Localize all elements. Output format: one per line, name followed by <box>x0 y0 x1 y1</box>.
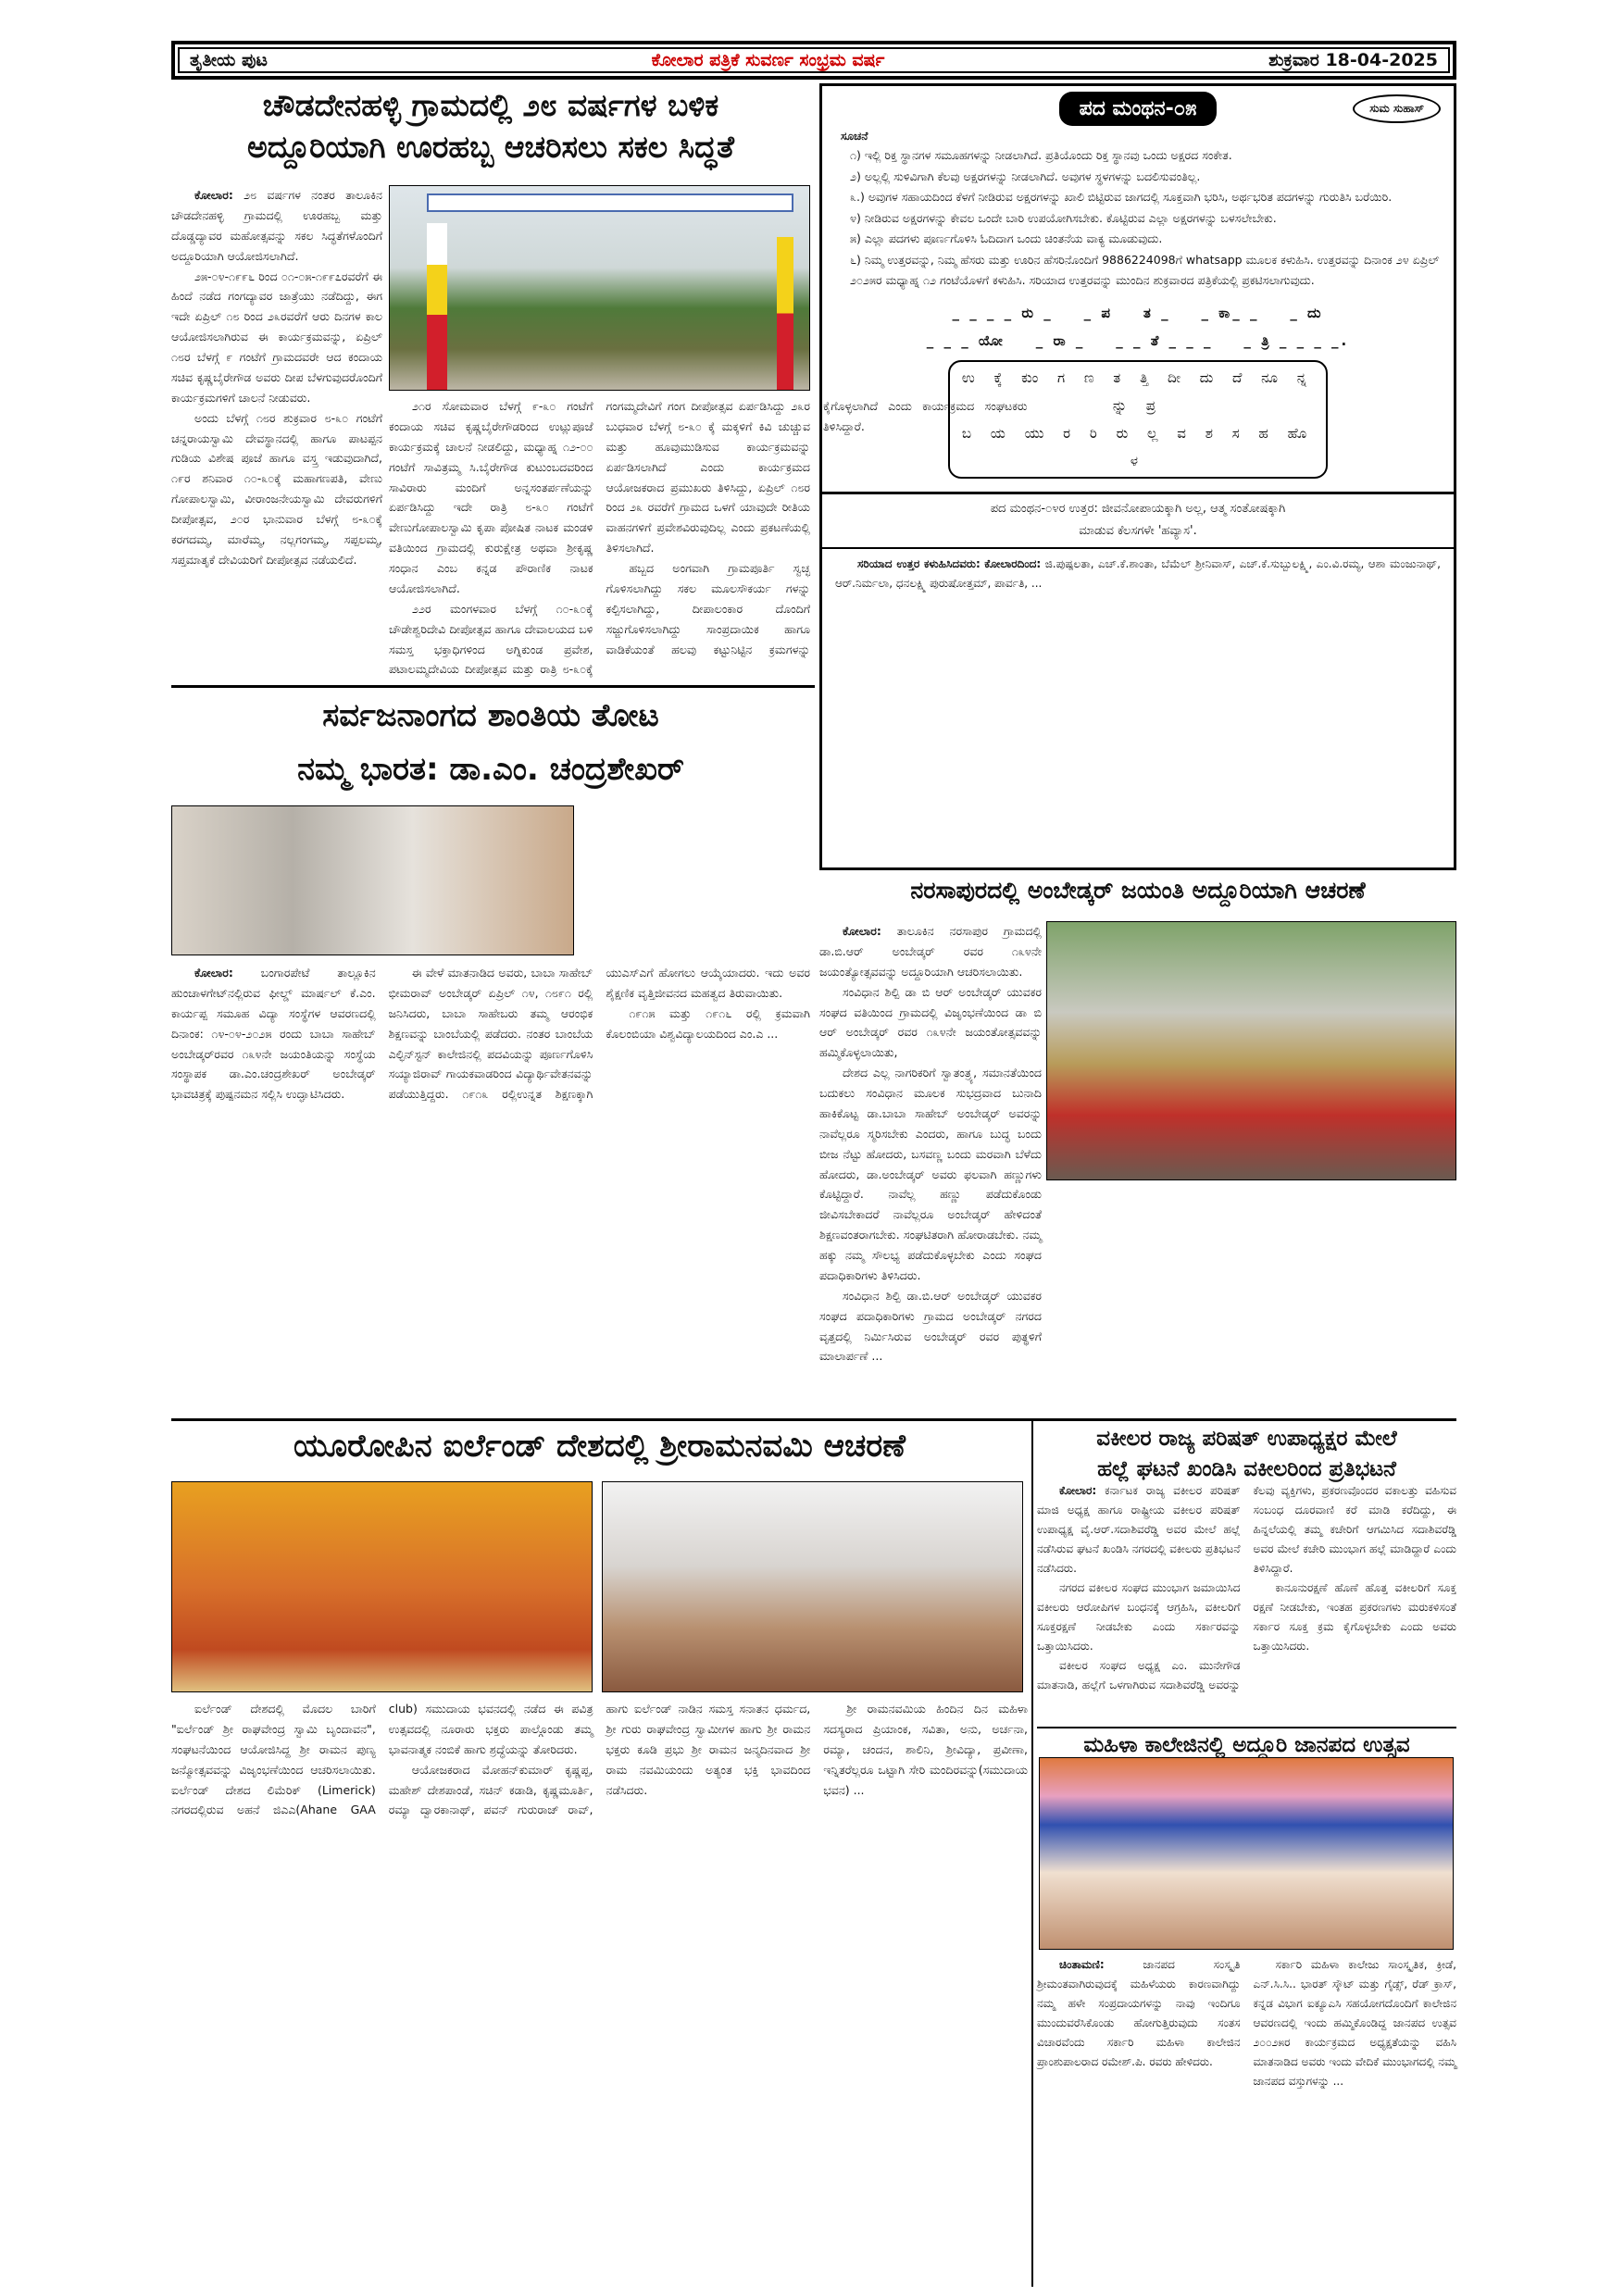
paragraph: ೨೨ರ ಮಂಗಳವಾರ ಬೆಳಗ್ಗೆ ೧೦-೩೦ಕ್ಕೆ ಚೌಡೇಶ್ವರಿದೇವಿ ದೀಪೋತ್ಸವ ಹಾಗೂ ದೇವಾಲಯದ ಬಳಿ ಸಮಸ್ತ ಭಕ್ತಾಧಿಗಳಿಂದ ಅಗ್ನಿಕುಂಡ ಪ್ರವೇಶ, ಪಟಾಲಮ್ಮದೇವಿಯ ದೀಪೋತ್ಸವ ಮತ್ತು ರಾತ್ರಿ ೮-೩೦ಕ್ಕೆ ಗಂಗಮ್ಮದೇವಿಗೆ ಗಂಗ ದೀಪೋತ್ಸವ ಏರ್ಪಡಿಸಿದ್ದು ೨೩ರ ಬುಧವಾರ ಬೆಳಗ್ಗೆ ೮-೩೦ ಕ್ಕೆ ಮಕ್ಕಳಿಗೆ ಕಿವಿ ಚುಚ್ಚುವ ಮತ್ತು ಹೂವುಮುಡಿಸುವ ಕಾರ್ಯಕ್ರಮವನ್ನು ಏರ್ಪಡಿಸಲಾಗಿದೆ ಎಂದು ಕಾರ್ಯಕ್ರಮದ ಆಯೋಜಕರಾದ ಪ್ರಮುಖರು ತಿಳಿಸಿದ್ದು, ಏಪ್ರಿಲ್ ೧೮ರ ರಿಂದ ೨೩ ರವರೆಗೆ ಗ್ರಾಮದ ಒಳಗೆ ಯಾವುದೇ ರೀತಿಯ ವಾಹನಗಳಿಗೆ ಪ್ರವೇಶವಿರುವುದಿಲ್ಲ ಎಂದು ಪ್ರಕಟಣೆಯಲ್ಲಿ ತಿಳಿಸಲಾಗಿದೆ. <box>389 399 810 677</box>
rule-item: ೩.) ಅವುಗಳ ಸಹಾಯದಿಂದ ಕೆಳಗೆ ನೀಡಿರುವ ಅಕ್ಷರಗಳನ್ನು ಖಾಲಿ ಬಿಟ್ಟಿರುವ ಜಾಗದಲ್ಲಿ ಸೂಕ್ತವಾಗಿ ಭರಿಸಿ, ಅರ್ಥಭರಿತ ಪದಗಳನ್ನು ಗುರುತಿಸಿ ಬರೆಯಿರಿ. <box>850 190 1393 204</box>
paragraph: ಕರ್ನಾಟಕ ರಾಜ್ಯ ವಕೀಲರ ಪರಿಷತ್ ಮಾಜಿ ಅಧ್ಯಕ್ಷ ಹಾಗೂ ರಾಷ್ಟ್ರೀಯ ವಕೀಲರ ಪರಿಷತ್ ಉಪಾಧ್ಯಕ್ಷ ವೈ.ಆರ್.ಸದಾಶಿವರೆಡ್ಡಿ ಅವರ ಮೇಲೆ ಹಲ್ಲೆ ನಡೆಸಿರುವ ಘಟನೆ ಖಂಡಿಸಿ ನಗರದಲ್ಲಿ ವಕೀಲರು ಪ್ರತಿಭಟನೆ ನಡೆಸಿದರು. <box>1037 1484 1241 1575</box>
paragraph: ಅಂದು ಬೆಳಗ್ಗೆ ೧೮ರ ಶುಕ್ರವಾರ ೮-೩೦ ಗಂಟೆಗೆ ಚನ್ನರಾಯಸ್ವಾಮಿ ದೇವಸ್ಥಾನದಲ್ಲಿ ಹಾಗೂ ಪಾಟಪ್ಪನ ಗುಡಿಯ ವಿಶೇಷ ಪೂಜೆ ಹಾಗೂ ವಸ್ತ್ರ ಇಡುವುದಾಗಿದೆ, ೧೯ರ ಶನಿವಾರ ೧೦-೩೦ಕ್ಕೆ ಮಹಾಗಣಪತಿ, ವೇಣು ಗೋಪಾಲಸ್ವಾಮಿ, ವೀರಾಂಜನೇಯಸ್ವಾಮಿ ದೇವರುಗಳಿಗೆ ದೀಪೋತ್ಸವ, ೨೦ರ ಭಾನುವಾರ ಬೆಳಗ್ಗೆ ೮-೩೦ಕ್ಕೆ ಕರಗದಮ್ಮ, ಮಾರೆಮ್ಮ, ನಲ್ಲಗಂಗಮ್ಮ, ಸಪ್ಪಲಮ್ಮ, ಸಪ್ತಮಾತೃಕೆ ದೇವಿಯರಿಗೆ ದೀಪೋತ್ಸವ ನಡೆಯಲಿದೆ. <box>171 410 382 567</box>
word-puzzle-box <box>819 83 1456 870</box>
golden-jubilee-tagline: ಕೋಲಾರ ಪತ್ರಿಕೆ ಸುವರ್ಣ ಸಂಭ್ರಮ ವರ್ಷ <box>651 50 885 70</box>
divider <box>171 1418 1456 1421</box>
ramanavami-pooja-photo <box>171 1481 593 1692</box>
puzzle-blanks-row2: _ _ _ ಯೋ _ ರಾ _ _ _ ತೆ _ _ _ _ ತ್ರಿ _ _ _ _. <box>926 331 1350 349</box>
article3-headline: ನರಸಾಪುರದಲ್ಲಿ ಅಂಬೇಡ್ಕರ್ ಜಯಂತಿ ಅದ್ದೂರಿಯಾಗಿ ಆಚರಣೆ <box>910 877 1366 904</box>
letters-row: ಉ ಕ್ಕೆ ಕುಂ ಗ ಣ ತ ತ್ತಿ ದೀ ದು ದೆ ನೂ ನ್ನ ನ್ನು ಪ್ರ <box>961 368 1315 414</box>
article2-body <box>171 963 810 1416</box>
paragraph: ೨೮ ವರ್ಷಗಳ ನಂತರ ತಾಲೂಕಿನ ಚೌಡದೇನಹಳ್ಳಿ ಗ್ರಾಮದಲ್ಲಿ ಊರಹಬ್ಬ ಮತ್ತು ದೊಡ್ಡದ್ಯಾವರ ಮಹೋತ್ಸವನ್ನು ಸಕಲ ಸಿದ್ಧತೆಗಳೊಂದಿಗೆ ಅದ್ದೂರಿಯಾಗಿ ಆಯೋಜಿಸಲಾಗಿದೆ. <box>171 188 382 263</box>
folk-festival-photo <box>1039 1757 1454 1950</box>
article1-col1 <box>171 185 382 680</box>
puzzle-blanks-row1: _ _ _ _ ರು _ _ ಪ ತ _ _ ಕಾ_ _ _ ದು <box>952 304 1324 321</box>
article6-headline: ಮಹಿಳಾ ಕಾಲೇಜಿನಲ್ಲಿ ಅದ್ದೂರಿ ಜಾನಪದ ಉತ್ಸವ <box>1083 1733 1410 1757</box>
headline-line: ಹಲ್ಲೆ ಘಟನೆ ಖಂಡಿಸಿ ವಕೀಲರಿಂದ ಪ್ರತಿಭಟನೆ <box>1097 1457 1396 1482</box>
dateline: ಕೋಲಾರ: <box>1059 1484 1097 1497</box>
article1-headline <box>171 85 810 168</box>
article2-headline <box>171 690 810 797</box>
paragraph: ೨೫-೦೪-೧೯೯೬ ರಿಂದ ೦೧-೦೫-೧೯೯೭ರವರೆಗೆ ಈ ಹಿಂದೆ ನಡೆದ ಗಂಗದ್ಯಾವರ ಜಾತ್ರೆಯು ನಡೆದಿದ್ದು, ಈಗ ಇದೇ ಏಪ್ರಿಲ್ ೧೮ ರಿಂದ ೨೩ರವರೆಗೆ ಆರು ದಿನಗಳ ಕಾಲ ಆಯೋಜಿಸಲಾಗಿರುವ ಈ ಕಾರ್ಯಕ್ರಮವನ್ನು, ಏಪ್ರಿಲ್ ೧೮ರ ಬೆಳಗ್ಗೆ ೯ ಗಂಟೆಗೆ ಗ್ರಾಮದವರೇ ಆದ ಕಂದಾಯ ಸಚಿವ ಕೃಷ್ಣಬೈರೇಗೌಡ ಅವರು ದೀಪ ಬೆಳಗುವುದರೊಂದಿಗೆ ಕಾರ್ಯಕ್ರಮಗಳಿಗೆ ಚಾಲನೆ ನೀಡುವರು. <box>171 268 382 405</box>
village-arch-photo <box>389 185 810 391</box>
answer-line: ಮಾಡುವ ಕೆಲಸಗಳೇ 'ಹವ್ಯಾಸ'. <box>1079 524 1197 539</box>
paragraph: ಸರ್ಕಾರಿ ಮಹಿಳಾ ಕಾಲೇಜು ಸಾಂಸ್ಕೃತಿಕ, ಕ್ರೀಡೆ, ಎನ್.ಸಿ.ಸಿ.. ಭಾರತ್ ಸ್ಕೌಟ್ ಮತ್ತು ಗೈಡ್ಸ್, ರೆಡ್ ಕ್ರಾಸ್, ಕನ್ನಡ ವಿಭಾಗ ಐಕ್ಯೂಎಸಿ ಸಹಯೋಗದೊಂದಿಗೆ ಕಾಲೇಜಿನ ಆವರಣದಲ್ಲಿ ಇಂದು ಹಮ್ಮಿಕೊಂಡಿದ್ದ ಜಾನಪದ ಉತ್ಸವ ೨೦೦೨೫ರ ಕಾರ್ಯಕ್ರಮದ ಅಧ್ಯಕ್ಷತೆಯನ್ನು ವಹಿಸಿ ಮಾತನಾಡಿದ ಅವರು ಇಂದು ವೇದಿಕೆ ಮುಂಭಾಗದಲ್ಲಿ ನಮ್ಮ ಜಾನಪದ ವಸ್ತುಗಳನ್ನು ... <box>1253 1958 1456 2088</box>
article3-col1 <box>819 921 1042 1416</box>
article6-body <box>1037 1955 1456 2287</box>
paragraph: ತಾಲೂಕಿನ ನರಸಾಪುರ ಗ್ರಾಮದಲ್ಲಿ ಡಾ.ಬಿ.ಆರ್ ಅಂಬೇಡ್ಕರ್ ರವರ ೧೩೪ನೇ ಜಯಂತ್ಯೋತ್ಸವವನ್ನು ಅದ್ದೂರಿಯಾಗಿ ಆಚರಿಸಲಾಯಿತು. <box>819 924 1042 979</box>
paragraph: ಸಂವಿಧಾನ ಶಿಲ್ಪಿ ಡಾ.ಬಿ.ಆರ್ ಅಂಬೇಡ್ಕರ್ ಯುವಕರ ಸಂಘದ ಪದಾಧಿಕಾರಿಗಳು ಗ್ರಾಮದ ಅಂಬೇಡ್ಕರ್ ನಗರದ ವೃತ್ತದಲ್ಲಿ ನಿರ್ಮಿಸಿರುವ ಅಂಬೇಡ್ಕರ್ ರವರ ಪುತ್ಥಳಿಗೆ ಮಾಲಾರ್ಪಣೆ ... <box>819 1288 1042 1364</box>
paragraph: ನಗರದ ವಕೀಲರ ಸಂಘದ ಮುಂಭಾಗ ಜಮಾಯಿಸಿದ ವಕೀಲರು ಆರೋಪಿಗಳ ಬಂಧನಕ್ಕೆ ಆಗ್ರಹಿಸಿ, ವಕೀಲರಿಗೆ ಸೂಕ್ತರಕ್ಷಣೆ ನೀಡಬೇಕು ಎಂದು ಸರ್ಕಾರವನ್ನು ಒತ್ತಾಯಿಸಿದರು. <box>1037 1581 1241 1653</box>
paragraph: ಐರ್ಲೆಂಡ್ ದೇಶದಲ್ಲಿ ಮೊದಲ ಬಾರಿಗೆ "ಐರ್ಲೆಂಡ್ ಶ್ರೀ ರಾಘವೇಂದ್ರ ಸ್ವಾಮಿ ಬೃಂದಾವನ", ಸಂಘಟನೆಯಿಂದ ಆಯೋಜಿಸಿದ್ದ ಶ್ರೀ ರಾಮನ ಪುಣ್ಯ ಜನ್ಮೋತ್ಸವವನ್ನು ವಿಜೃಂಭಣೆಯಿಂದ ಆಚರಿಸಲಾಯಿತು. ಐರ್ಲೆಂಡ್ ದೇಶದ ಲಿಮೆರಿಕ್ (Limerick) ನಗರದಲ್ಲಿರುವ ಅಹನೆ ಜಿಎಎ(Ahane GAA club) ಸಮುದಾಯ ಭವನದಲ್ಲಿ ನಡೆದ ಈ ಪವಿತ್ರ ಉತ್ಸವದಲ್ಲಿ ನೂರಾರು ಭಕ್ತರು ಪಾಲ್ಗೊಂಡು ತಮ್ಮ ಭಾವನಾತ್ಮಕ ನಂಬಿಕೆ ಹಾಗು ಶ್ರದ್ಧೆಯನ್ನು ತೋರಿದರು. <box>171 1702 593 1817</box>
paragraph: ಕಾನೂನುರಕ್ಷಣೆ ಹೊಣೆ ಹೊತ್ತ ವಕೀಲರಿಗೆ ಸೂಕ್ತ ರಕ್ಷಣೆ ನೀಡಬೇಕು, ಇಂತಹ ಪ್ರಕರಣಗಳು ಮರುಕಳಿಸಂತೆ ಸರ್ಕಾರ ಸೂಕ್ತ ಕ್ರಮ ಕೈಗೊಳ್ಳಬೇಕು ಎಂದು ಅವರು ಒತ್ತಾಯಿಸಿದರು. <box>1253 1581 1456 1653</box>
headline-line: ಚೌಡದೇನಹಳ್ಳಿ ಗ್ರಾಮದಲ್ಲಿ ೨೮ ವರ್ಷಗಳ ಬಳಿಕ <box>262 87 719 123</box>
puzzle-title: ಪದ ಮಂಥನ-೦೫ <box>1059 92 1218 126</box>
headline-line: ವಕೀಲರ ರಾಜ್ಯ ಪರಿಷತ್ ಉಪಾಧ್ಯಕ್ಷರ ಮೇಲೆ <box>1096 1427 1397 1451</box>
rule-item: ೪) ನೀಡಿರುವ ಅಕ್ಷರಗಳನ್ನು ಕೇವಲ ಒಂದೇ ಬಾರಿ ಉಪಯೋಗಿಸಬೇಕು. ಕೊಟ್ಟಿರುವ ಎಲ್ಲಾ ಅಕ್ಷರಗಳನ್ನು ಬಳಸಲೇಬೇಕು. <box>850 210 1277 225</box>
paragraph: ಸಂವಿಧಾನ ಶಿಲ್ಪಿ ಡಾ ಬಿ ಆರ್ ಅಂಬೇಡ್ಕರ್ ಯುವಕರ ಸಂಘದ ವತಿಯಿಂದ ಗ್ರಾಮದಲ್ಲಿ ವಿಜೃಂಭಣೆಯಿಂದ ಡಾ ಬಿ ಆರ್ ಅಂಬೇಡ್ಕರ್ ರವರ ೧೩೪ನೇ ಜಯಂತೋತ್ಸವವನ್ನು ಹಮ್ಮಿಕೊಳ್ಳಲಾಯಿತು, <box>819 984 1042 1060</box>
headline-line: ನಮ್ಮ ಭಾರತ: ಡಾ.ಎಂ. ಚಂದ್ರಶೇಖರ್ <box>297 750 684 788</box>
hint-label: ಸೂಚನೆ <box>841 130 868 143</box>
puzzle-rules <box>822 145 1454 292</box>
headline-line: ಸರ್ವಜನಾಂಗದ ಶಾಂತಿಯ ತೋಟ <box>322 697 659 734</box>
paragraph: ಈ ವೇಳೆ ಮಾತನಾಡಿದ ಅವರು, ಬಾಬಾ ಸಾಹೇಬ್ ಭೀಮರಾವ್ ಅಂಬೇಡ್ಕರ್ ಏಪ್ರಿಲ್ ೧೪, ೧೮೯೧ ರಲ್ಲಿ ಜನಿಸಿದರು, ಬಾಬಾ ಸಾಹೇಬರು ತಮ್ಮ ಆರಂಭಿಕ ಶಿಕ್ಷಣವನ್ನು ಬಾಂಬೆಯಲ್ಲಿ ಪಡೆದರು. ನಂತರ ಬಾಂಬೆಯ ಎಲ್ಫಿನ್‌ಸ್ಟನ್ ಕಾಲೇಜಿನಲ್ಲಿ ಪದವಿಯನ್ನು ಪೂರ್ಣಗೊಳಿಸಿ ಸಯ್ಯಾಜಿರಾವ್ ಗಾಯಕವಾಡರಿಂದ ವಿದ್ಯಾರ್ಥಿವೇತನವನ್ನು ಪಡೆಯುತ್ತಿದ್ದರು. ೧೯೧೩ ರಲ್ಲಿಉನ್ನತ ಶಿಕ್ಷಣಕ್ಕಾಗಿ ಯುಎಸ್‌ಎಗೆ ಹೋಗಲು ಆಯ್ಕೆಯಾದರು. ಇದು ಅವರ ಶೈಕ್ಷಣಿಕ ವೃತ್ತಿಜೀವನದ ಮಹತ್ವದ ತಿರುವಾಯಿತು. <box>388 966 810 1102</box>
dateline: ಕೋಲಾರ: <box>194 966 233 980</box>
paragraph: ಶ್ರೀ ರಾಮನವಮಿಯ ಹಿಂದಿನ ದಿನ ಮಹಿಳಾ ಸದಸ್ಯರಾದ ಪ್ರಿಯಾಂಕ, ಸವಿತಾ, ಅನು, ಅರ್ಚನಾ, ರಮ್ಯಾ, ಚಂದನ, ಶಾಲಿನಿ, ಶ್ರೀವಿದ್ಯಾ, ಪ್ರವೀಣಾ, ಇನ್ನಿತರೆಲ್ಲರೂ ಒಟ್ಟಾಗಿ ಸೇರಿ ಮಂದಿರವನ್ನು(ಸಮುದಾಯ ಭವನ) ... <box>823 1702 1028 1797</box>
winners-label: ಸರಿಯಾದ ಉತ್ತರ ಕಳುಹಿಸಿದವರು: <box>857 556 981 570</box>
page-header <box>171 41 1456 80</box>
puzzle-letters-box <box>948 360 1328 479</box>
puzzle-title-row <box>822 86 1454 126</box>
paragraph: ವಕೀಲರ ಸಂಘದ ಅಧ್ಯಕ್ಷ ಎಂ. ಮುನೇಗೌಡ ಮಾತನಾಡಿ, ಹಲ್ಲೆಗೆ ಒಳಗಾಗಿರುವ ಸದಾಶಿವರೆಡ್ಡಿ ಅವರನ್ನು ಕೆಲವು ವ್ಯಕ್ತಿಗಳು, ಪ್ರಕರಣವೊಂದರ ವಕಾಲತ್ತು ವಹಿಸುವ ಸಂಬಂಧ ದೂರವಾಣಿ ಕರೆ ಮಾಡಿ ಕರೆದಿದ್ದು, ಈ ಹಿನ್ನಲೆಯಲ್ಲಿ ತಮ್ಮ ಕಚೇರಿಗೆ ಆಗಮಿಸಿದ ಸದಾಶಿವರೆಡ್ಡಿ ಅವರ ಮೇಲೆ ಕಚೇರಿ ಮುಂಭಾಗ ಹಲ್ಲೆ ಮಾಡಿದ್ದಾರೆ ಎಂದು ತಿಳಿಸಿದ್ದಾರೆ. <box>1037 1484 1456 1691</box>
paragraph: ದೇಶದ ಎಲ್ಲ ನಾಗರಿಕರಿಗೆ ಸ್ವಾತಂತ್ರ್ಯ, ಸಮಾನತೆಯಿಂದ ಬದುಕಲು ಸಂವಿಧಾನ ಮೂಲಕ ಸುಭದ್ರವಾದ ಬುನಾದಿ ಹಾಕಿಕೊಟ್ಟ ಡಾ.ಬಾಬಾ ಸಾಹೇಬ್ ಅಂಬೇಡ್ಕರ್ ಅವರನ್ನು ನಾವೆಲ್ಲರೂ ಸ್ಮರಿಸಬೇಕು ಎಂದರು, ಹಾಗೂ ಬುದ್ಧ ಬಂದು ಬೀಜ ನೆಟ್ಟು ಹೋದರು, ಬಸವಣ್ಣ ಬಂದು ಮರವಾಗಿ ಬೆಳೆದು ಹೋದರು, ಡಾ.ಅಂಬೇಡ್ಕರ್ ಅವರು ಫಲವಾಗಿ ಹಣ್ಣುಗಳು ಕೊಟ್ಟಿದ್ದಾರೆ. ನಾವೆಲ್ಲ ಹಣ್ಣು ಪಡೆದುಕೊಂಡು ಜೀವಿಸಬೇಕಾದರೆ ನಾವೆಲ್ಲರೂ ಅಂಬೇಡ್ಕರ್ ಹೇಳಿದಂತೆ ಶಿಕ್ಷಣವಂತರಾಗಬೇಕು. ಸಂಘಟಿತರಾಗಿ ಹೋರಾಡಬೇಕು. ನಮ್ಮ ಹಕ್ಕು ನಮ್ಮ ಸೌಲಭ್ಯ ಪಡೆದುಕೊಳ್ಳಬೇಕು ಎಂದು ಸಂಘದ ಪದಾಧಿಕಾರಿಗಳು ತಿಳಿಸಿದರು. <box>819 1066 1042 1282</box>
winners-names: ಜಿ.ಪುಷ್ಪಲತಾ, ಎಚ್.ಕೆ.ಶಾಂತಾ, ಬೆಮೆಲ್ ಶ್ರೀನಿವಾಸ್, ಎಚ್.ಕೆ.ಸುಬ್ಬುಲಕ್ಷ್ಮಿ, ಎಂ.ವಿ.ರಮ್ಯ, ಆಶಾ ಮಂಜುನಾಥ್, ಆರ್.ನಿರ್ಮಲಾ, ಧನಲಕ್ಷ್ಮಿ ಪುರುಷೋತ್ತಮ್, ಪಾರ್ವತಿ, ... <box>835 556 1441 590</box>
paragraph: ೧೯೧೫ ಮತ್ತು ೧೯೧೬ ರಲ್ಲಿ ಕ್ರಮವಾಗಿ ಕೊಲಂಬಿಯಾ ವಿಶ್ವವಿದ್ಯಾಲಯದಿಂದ ಎಂ.ಎ ... <box>606 1005 810 1041</box>
rule-item: ೧) ಇಲ್ಲಿ ರಿಕ್ತ ಸ್ಥಾನಗಳ ಸಮೂಹಗಳನ್ನು ನೀಡಲಾಗಿದೆ. ಪ್ರತಿಯೊಂದು ರಿಕ್ತ ಸ್ಥಾನವು ಒಂದು ಅಕ್ಷರದ ಸಂಕೇತ. <box>850 148 1232 162</box>
issue-date: ಶುಕ್ರವಾರ 18-04-2025 <box>1268 50 1438 70</box>
puzzle-author: ಸುಮ ಸುಹಾಸ್ <box>1353 94 1441 123</box>
winners-list <box>822 549 1454 867</box>
dateline: ಕೋಲಾರ: <box>843 924 881 938</box>
paragraph: ಹಬ್ಬದ ಅಂಗವಾಗಿ ಗ್ರಾಮಪೂರ್ತಿ ಸ್ವಚ್ಛ ಗೊಳಿಸಲಾಗಿದ್ದು ಸಕಲ ಮೂಲಸೌಕರ್ಯ ಗಳನ್ನು ಕಲ್ಪಿಸಲಾಗಿದ್ದು, ದೀಪಾಲಂಕಾರ ದೊಂದಿಗೆ ಸಜ್ಜುಗೊಳಿಸಲಾಗಿದ್ದು ಸಾಂಪ್ರದಾಯಿಕ ಹಾಗೂ ವಾಡಿಕೆಯಂತೆ ಹಲವು ಕಟ್ಟುನಿಟ್ಟಿನ ಕ್ರಮಗಳನ್ನು ಕೈಗೊಳ್ಳಲಾಗಿದೆ ಎಂದು ಕಾರ್ಯಕ್ರಮದ ಸಂಘಟಕರು ತಿಳಿಸಿದ್ದಾರೆ. <box>606 399 1028 656</box>
rule-item: ೨) ಅಲ್ಲಲ್ಲಿ ಸುಳಿವಿಗಾಗಿ ಕೆಲವು ಅಕ್ಷರಗಳನ್ನು ನೀಡಲಾಗಿದೆ. ಅವುಗಳ ಸ್ಥಳಗಳನ್ನು ಬದಲಿಸುವಂತಿಲ್ಲ. <box>850 168 1201 183</box>
article5-headline <box>1037 1424 1456 1486</box>
devotees-dining-photo <box>602 1481 1023 1692</box>
rule-item: ೬) ನಿಮ್ಮ ಉತ್ತರವನ್ನು, ನಿಮ್ಮ ಹೆಸರು ಮತ್ತು ಊರಿನ ಹೆಸರಿನೊಂದಿಗೆ 9886224098ಗೆ whatsapp ಮೂಲಕ ಕಳುಹಿಸಿ. ಉತ್ತರವನ್ನು ದಿನಾಂಕ ೨೪ ಏಪ್ರಿಲ್ ೨೦೨೫ರ ಮಧ್ಯಾಹ್ನ ೧೨ ಗಂಟೆಯೊಳಗೆ ಕಳುಹಿಸಿ. ಸರಿಯಾದ ಉತ್ತರವನ್ನು ಮುಂದಿನ ಶುಕ್ರವಾರದ ಪತ್ರಿಕೆಯಲ್ಲಿ ಪ್ರಕಟಿಸಲಾಗುವುದು. <box>850 252 1440 287</box>
dateline: ಚಿಂತಾಮಣಿ: <box>1059 1958 1105 1971</box>
divider <box>171 685 815 688</box>
article4-body <box>171 1699 1028 2287</box>
winners-place: ಕೋಲಾರದಿಂದ: <box>984 556 1042 570</box>
paragraph: ಆಯೋಜಕರಾದ ಮೋಹನ್‌ಕುಮಾರ್ ಕೃಷ್ಣಪ್ಪ, ಮಹೇಶ್ ದೇಶಪಾಂಡೆ, ಸಚಿನ್ ಕಡಾಡಿ, ಕೃಷ್ಣಮೂರ್ತಿ, ರಮ್ಯಾ ದ್ವಾರಕಾನಾಥ್, ಪವನ್ ಗುರುರಾಜ್ ರಾವ್, ಹಾಗು ಐರ್ಲೆಂಡ್ ನಾಡಿನ ಸಮಸ್ತ ಸನಾತನ ಧರ್ಮದ, ಶ್ರೀ ಗುರು ರಾಘವೇಂದ್ರ ಸ್ವಾಮೀಗಳ ಹಾಗು ಶ್ರೀ ರಾಮನ ಭಕ್ತರು ಕೂಡಿ ಪ್ರಭು ಶ್ರೀ ರಾಮನ ಜನ್ಮದಿನವಾದ ಶ್ರೀ ರಾಮ ನವಮಿಯಂದು ಅತ್ಯಂತ ಭಕ್ತಿ ಭಾವದಿಂದ ನಡೆಸಿದರು. <box>388 1702 811 1817</box>
divider <box>1031 1421 1033 2287</box>
divider <box>1037 1727 1456 1728</box>
ambedkar-procession-photo <box>1046 921 1456 1180</box>
paragraph: ಬಂಗಾರಪೇಟೆ ತಾಲ್ಲೂಕಿನ ಹುಂಚಾಳಗೇಟ್‌ನಲ್ಲಿರುವ ಫೀಲ್ಡ್ ಮಾರ್ಷಲ್ ಕೆ.ಎಂ. ಕಾರ್ಯಪ್ಪ ಸಮೂಹ ವಿದ್ಯಾ ಸಂಸ್ಥೆಗಳ ಆವರಣದಲ್ಲಿ ದಿನಾಂಕ: ೧೪-೦೪-೨೦೨೫ ರಂದು ಬಾಬಾ ಸಾಹೇಬ್ ಅಂಬೇಡ್ಕರ್‌ರವರ ೧೩೪ನೇ ಜಯಂತಿಯನ್ನು ಸಂಸ್ಥೆಯ ಸಂಸ್ಥಾಪಕ ಡಾ.ಎಂ.ಚಂದ್ರಶೇಖರ್ ಅಂಬೇಡ್ಕರ್ ಭಾವಚಿತ್ರಕ್ಕೆ ಪುಷ್ಪನಮನ ಸಲ್ಲಿಸಿ ಉದ್ಘಾಟಿಸಿದರು. <box>171 966 376 1102</box>
article4-headline: ಯೂರೋಪಿನ ಐರ್ಲೆಂಡ್ ದೇಶದಲ್ಲಿ ಶ್ರೀರಾಮನವಮಿ ಆಚರಣೆ <box>293 1428 906 1465</box>
paragraph: ೨೧ರ ಸೋಮವಾರ ಬೆಳಗ್ಗೆ ೯-೩೦ ಗಂಟೆಗೆ ಕಂದಾಯ ಸಚಿವ ಕೃಷ್ಣಬೈರೇಗೌಡರಿಂದ ಉಟ್ಲುಪೂಜೆ ಕಾರ್ಯಕ್ರಮಕ್ಕೆ ಚಾಲನೆ ನೀಡಲಿದ್ದು, ಮಧ್ಯಾಹ್ನ ೧೨-೦೦ ಗಂಟೆಗೆ ಸಾವಿತ್ರಮ್ಮ ಸಿ.ಬೈರೇಗೌಡ ಕುಟುಂಬದವರಿಂದ ಸಾವಿರಾರು ಮಂದಿಗೆ ಅನ್ನಸಂತರ್ಪಣೆಯನ್ನು ಏರ್ಪಡಿಸಿದ್ದು ಇದೇ ರಾತ್ರಿ ೮-೩೦ ಗಂಟೆಗೆ ವೇಣುಗೋಪಾಲಸ್ವಾಮಿ ಕೃಪಾ ಪೋಷಿತ ನಾಟಕ ಮಂಡಳಿ ವತಿಯಿಂದ ಗ್ರಾಮದಲ್ಲಿ ಕುರುಕ್ಷೇತ್ರ ಅಥವಾ ಶ್ರೀಕೃಷ್ಣ ಸಂಧಾನ ಎಂಬ ಕನ್ನಡ ಪೌರಾಣಿಕ ನಾಟಕ ಆಯೋಜಿಸಲಾಗಿದೆ. <box>389 399 593 595</box>
article5-body <box>1037 1481 1456 1724</box>
section-label: ತೃತೀಯ ಪುಟ <box>190 50 268 70</box>
rule-item: ೫) ಎಲ್ಲಾ ಪದಗಳು ಪೂರ್ಣಗೊಳಿಸಿ ಓದಿದಾಗ ಒಂದು ಚಿಂತನೆಯ ವಾಕ್ಯ ಮೂಡುವುದು. <box>850 231 1163 245</box>
ambedkar-jayanti-event-photo <box>171 805 574 955</box>
paragraph: ಜಾನಪದ ಸಂಸ್ಕೃತಿ ಶ್ರೀಮಂತವಾಗಿರುವುದಕ್ಕೆ ಮಹಿಳೆಯರು ಕಾರಣವಾಗಿದ್ದು ನಮ್ಮ ಹಳೇ ಸಂಪ್ರದಾಯಗಳನ್ನು ನಾವು ಇಂದಿಗೂ ಮುಂದುವರೆಸಿಕೊಂಡು ಹೋಗುತ್ತಿರುವುದು ಸಂತಸ ವಿಚಾರವೆಂದು ಸರ್ಕಾರಿ ಮಹಿಳಾ ಕಾಲೇಜಿನ ಪ್ರಾಂಶುಪಾಲರಾದ ರಮೇಶ್.ಪಿ. ರವರು ಹೇಳಿದರು. <box>1037 1958 1241 2068</box>
answer-line: ಪದ ಮಂಥನ-೦೪ರ ಉತ್ತರ: ಜೀವನೋಪಾಯಕ್ಕಾಗಿ ಅಲ್ಲ, ಆತ್ಮ ಸಂತೋಷಕ್ಕಾಗಿ <box>990 501 1286 516</box>
dateline: ಕೋಲಾರ: <box>194 188 233 202</box>
previous-answer <box>822 492 1454 549</box>
letters-row: ಬ ಯ ಯು ರ ರಿ ರು ಲ್ಲ ವ ಶ ಸ ಹ ಹೊ ಳ <box>961 424 1315 469</box>
headline-line: ಅದ್ದೂರಿಯಾಗಿ ಊರಹಬ್ಬ ಆಚರಿಸಲು ಸಕಲ ಸಿದ್ಧತೆ <box>247 128 734 165</box>
